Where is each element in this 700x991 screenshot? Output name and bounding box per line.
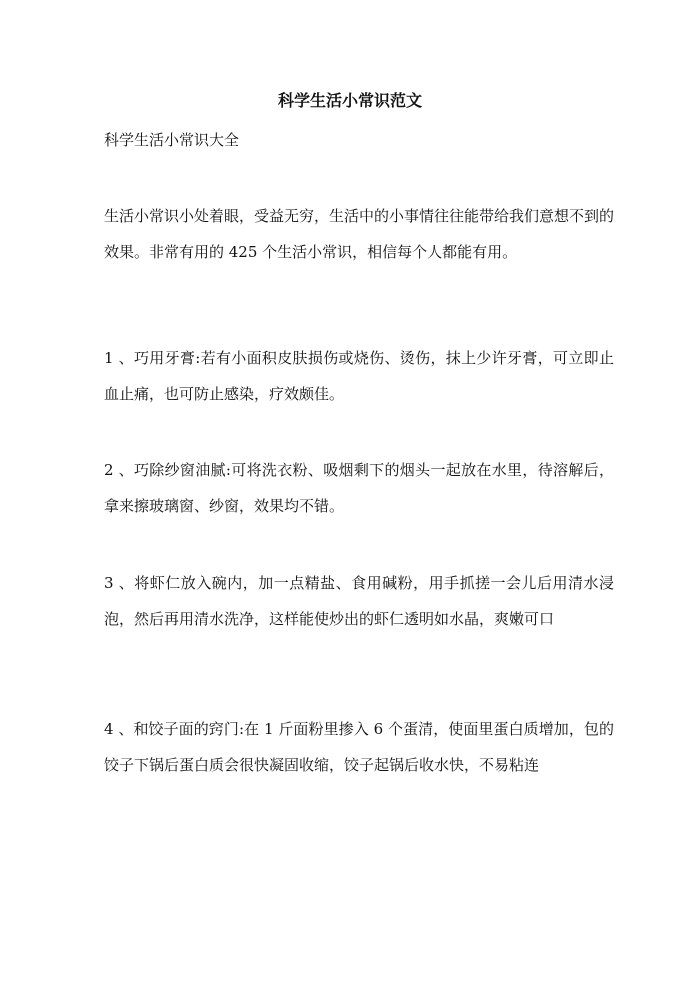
document-title: 科学生活小常识范文 bbox=[277, 91, 422, 110]
tip-paragraph-2: 2 、巧除纱窗油腻:可将洗衣粉、吸烟剩下的烟头一起放在水里，待溶解后，拿来擦玻璃窗、纱窗，效果均不错。 bbox=[104, 461, 614, 515]
tip-paragraph-1: 1 、巧用牙膏:若有小面积皮肤损伤或烧伤、烫伤，抹上少许牙膏，可立即止血止痛，也可防止感染，疗效颇佳。 bbox=[104, 349, 614, 403]
tip-paragraph-3: 3 、将虾仁放入碗内，加一点精盐、食用碱粉，用手抓搓一会儿后用清水浸泡，然后再用清水洗净，这样能使炒出的虾仁透明如水晶，爽嫩可口 bbox=[104, 574, 614, 628]
document-subtitle: 科学生活小常识大全 bbox=[104, 131, 240, 149]
tip-paragraph-4: 4 、和饺子面的窍门:在 1 斤面粉里掺入 6 个蛋清，使面里蛋白质增加，包的饺子下锅后蛋白质会很快凝固收缩，饺子起锅后收水快，不易粘连 bbox=[104, 720, 614, 774]
intro-paragraph: 生活小常识小处着眼，受益无穷，生活中的小事情往往能带给我们意想不到的效果。非常有用的 425 个生活小常识，相信每个人都能有用。 bbox=[104, 207, 615, 261]
